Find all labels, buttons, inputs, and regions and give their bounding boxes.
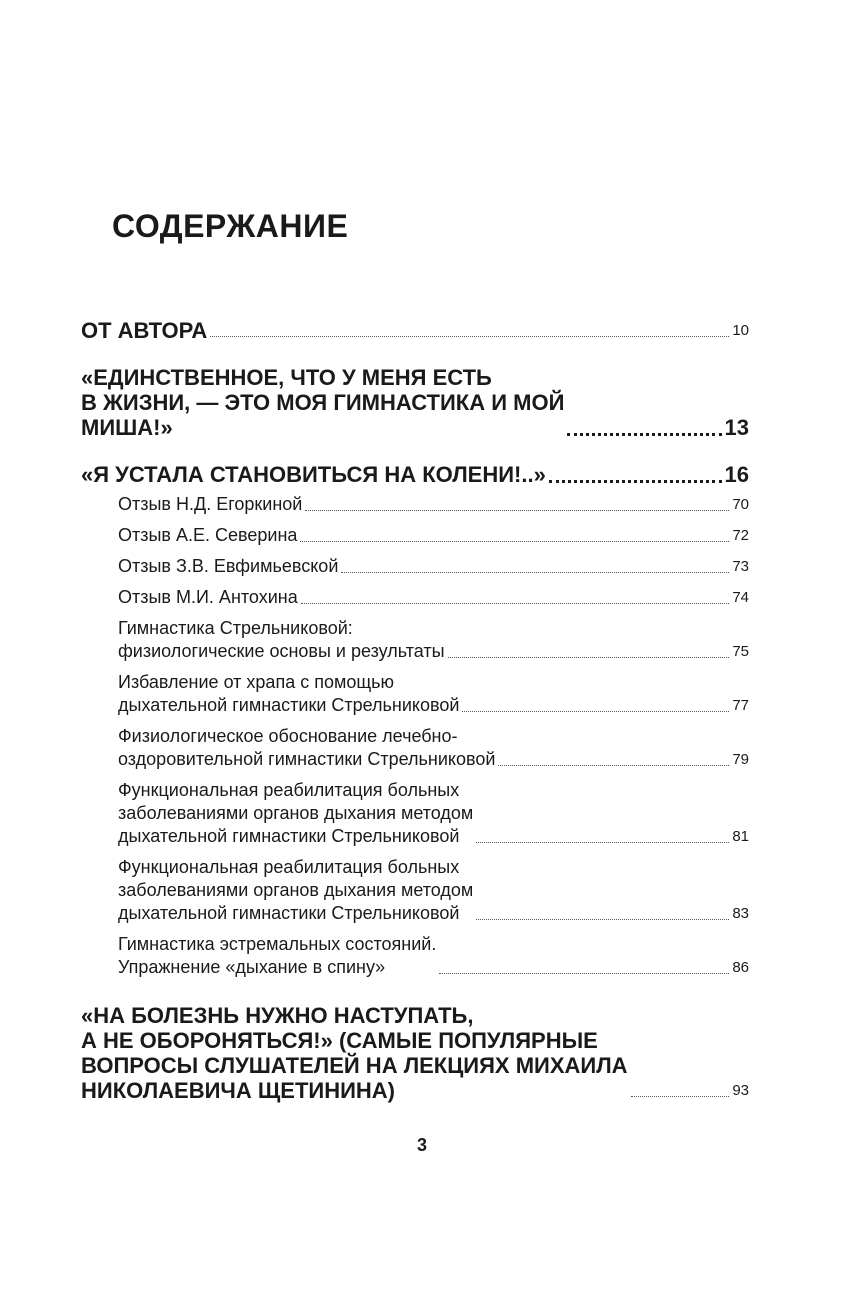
toc-entry-page: 93 (732, 1082, 749, 1099)
dot-leader (301, 603, 730, 604)
toc-entry-page: 75 (732, 643, 749, 660)
toc-entry-page: 83 (732, 905, 749, 922)
toc-subentry[interactable] (118, 779, 749, 848)
table-of-contents (81, 318, 749, 1103)
toc-entry-page: 13 (724, 415, 749, 440)
toc-entry-chapter-3[interactable] (81, 1003, 749, 1103)
dot-leader (462, 711, 729, 712)
toc-entry-title: ОТ АВТОРА (81, 318, 208, 343)
toc-entry-page: 70 (732, 496, 749, 513)
toc-subentry[interactable] (118, 933, 749, 979)
toc-subentry[interactable] (118, 555, 749, 578)
toc-entry-page: 81 (732, 828, 749, 845)
toc-entry-title: Гимнастика Стрельниковой: физиологические основы и результаты (118, 618, 445, 661)
toc-entry-title: Отзыв М.И. Антохина (118, 587, 298, 607)
contents-title: СОДЕРЖАНИЕ (112, 208, 349, 244)
toc-entry-page: 79 (732, 751, 749, 768)
dot-leader (567, 433, 721, 436)
toc-subentry[interactable] (118, 493, 749, 516)
dot-leader (300, 541, 729, 542)
dot-leader (476, 842, 729, 843)
toc-entry-page: 77 (732, 697, 749, 714)
toc-entry-title: Физиологическое обоснование лечебно- оздоровительной гимнастики Стрельниковой (118, 726, 496, 769)
toc-subentry[interactable] (118, 617, 749, 663)
dot-leader (341, 572, 729, 573)
dot-leader (498, 765, 729, 766)
toc-entry-title: Функциональная реабилитация больных заболеваниями органов дыхания методом дыхательной гимнастики Стрельниковой (118, 857, 474, 923)
toc-entry-title: Избавление от храпа с помощью дыхательной гимнастики Стрельниковой (118, 672, 460, 715)
toc-entry-page: 16 (724, 462, 749, 487)
dot-leader (476, 919, 729, 920)
toc-entry-title: Отзыв А.Е. Северина (118, 525, 298, 545)
toc-entry-title: «НА БОЛЕЗНЬ НУЖНО НАСТУПАТЬ, А НЕ ОБОРОНЯТЬСЯ!» (САМЫЕ ПОПУЛЯРНЫЕ ВОПРОСЫ СЛУШАТЕЛЕЙ НА ЛЕКЦИЯХ МИХАИЛА НИКОЛАЕВИЧА ЩЕТИНИНА) (81, 1003, 628, 1103)
toc-entry-title: «Я УСТАЛА СТАНОВИТЬСЯ НА КОЛЕНИ!..» (81, 462, 546, 487)
dot-leader (631, 1096, 730, 1097)
toc-subentry[interactable] (118, 524, 749, 547)
dot-leader (439, 973, 729, 974)
dot-leader (448, 657, 730, 658)
toc-entry-page: 74 (732, 589, 749, 606)
toc-entry-page: 10 (732, 322, 749, 339)
page-number: 3 (416, 1135, 427, 1155)
toc-subentry[interactable] (118, 671, 749, 717)
toc-entry-page: 86 (732, 959, 749, 976)
toc-subentry[interactable] (118, 586, 749, 609)
toc-entry-title: Отзыв Н.Д. Егоркиной (118, 494, 303, 514)
toc-entry-title: Отзыв З.В. Евфимьевской (118, 556, 339, 576)
dot-leader (305, 510, 729, 511)
dot-leader (549, 480, 722, 483)
toc-entry-title: Гимнастика эстремальных состояний. Упражнение «дыхание в спину» (118, 934, 437, 977)
dot-leader (210, 336, 729, 337)
toc-entry-chapter-2[interactable] (81, 462, 749, 487)
toc-entry-page: 73 (732, 558, 749, 575)
toc-subentry[interactable] (118, 856, 749, 925)
toc-entry-from-author[interactable] (81, 318, 749, 343)
toc-entry-chapter-1[interactable] (81, 365, 749, 440)
toc-subentry[interactable] (118, 725, 749, 771)
toc-entry-title: «ЕДИНСТВЕННОЕ, ЧТО У МЕНЯ ЕСТЬ В ЖИЗНИ, — ЭТО МОЯ ГИМНАСТИКА И МОЙ МИША!» (81, 365, 565, 440)
toc-entry-title: Функциональная реабилитация больных заболеваниями органов дыхания методом дыхательной гимнастики Стрельниковой (118, 780, 474, 846)
toc-entry-page: 72 (732, 527, 749, 544)
